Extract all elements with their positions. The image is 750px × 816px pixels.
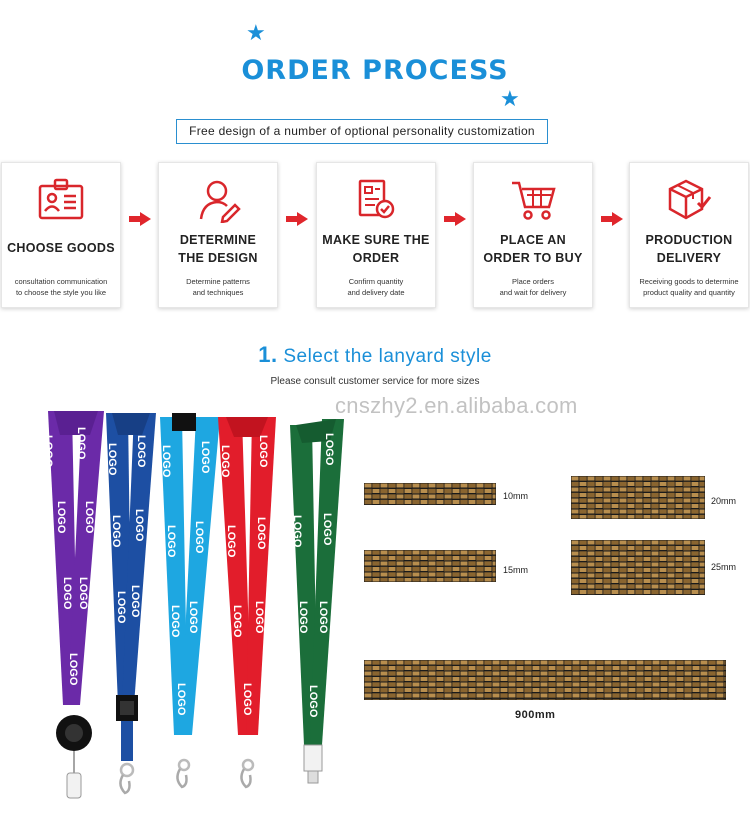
logo-print: LOGO [129, 585, 141, 618]
step-title: ORDER [352, 251, 400, 265]
logo-print: LOGO [133, 509, 145, 542]
step-title: MAKE SURE THE [322, 233, 430, 247]
logo-print: LOGO [321, 513, 333, 546]
width-label-25mm: 25mm [711, 562, 737, 572]
logo-print: LOGO [115, 591, 127, 624]
width-label-10mm: 10mm [503, 491, 529, 501]
logo-print: LOGO [169, 605, 181, 638]
logo-print: LOGO [106, 443, 118, 476]
logo-print: LOGO [317, 601, 329, 634]
arrow-right-icon [286, 212, 308, 226]
logo-print: LOGO [83, 501, 95, 534]
step-desc: product quality and quantity [643, 288, 735, 297]
section-title [0, 342, 750, 368]
weave-sample-900mm [364, 660, 726, 700]
logo-print: LOGO [67, 653, 79, 686]
weave-sample-15mm [364, 550, 496, 582]
lanyard-blue [106, 413, 156, 793]
logo-print: LOGO [187, 601, 199, 634]
logo-print: LOGO [291, 515, 303, 548]
logo-print: LOGO [253, 601, 265, 634]
width-label-20mm: 20mm [711, 496, 737, 506]
logo-print: LOGO [323, 433, 335, 466]
step-title: CHOOSE GOODS [7, 241, 115, 255]
logo-print: LOGO [160, 445, 172, 478]
logo-print: LOGO [307, 685, 319, 718]
star-icon: ★ [246, 20, 266, 45]
width-label-15mm: 15mm [503, 565, 529, 575]
shopping-cart-icon [508, 177, 558, 223]
document-check-icon [351, 177, 401, 223]
star-icon: ★ [500, 86, 520, 111]
step-title: PLACE AN [500, 233, 566, 247]
step-confirm-order [316, 162, 436, 308]
step-title: THE DESIGN [178, 251, 258, 265]
step-determine-design [158, 162, 278, 308]
step-place-order [473, 162, 593, 308]
step-desc: Determine patterns [186, 277, 250, 286]
designer-icon [193, 177, 243, 223]
id-card-icon [36, 177, 86, 223]
logo-print: LOGO [255, 517, 267, 550]
lanyard-purple [42, 411, 104, 798]
logo-print: LOGO [199, 441, 211, 474]
logo-print: LOGO [77, 577, 89, 610]
step-production-delivery [629, 162, 749, 308]
step-desc: and wait for delivery [499, 288, 567, 297]
package-check-icon [664, 177, 714, 223]
step-desc: and techniques [192, 288, 244, 297]
page-title: ORDER PROCESS [241, 55, 509, 86]
step-title: PRODUCTION [645, 233, 733, 247]
step-desc: consultation communication [14, 277, 108, 286]
logo-print: LOGO [61, 577, 73, 610]
arrow-right-icon [601, 212, 623, 226]
arrow-right-icon [129, 212, 151, 226]
logo-print: LOGO [110, 515, 122, 548]
logo-print: LOGO [241, 683, 253, 716]
weave-sample-20mm [571, 476, 705, 519]
weave-sample-25mm [571, 540, 705, 595]
section-title-text: Select the lanyard style [283, 346, 492, 367]
watermark: cnszhy2.en.alibaba.com [335, 393, 578, 418]
step-title: ORDER TO BUY [483, 251, 583, 265]
step-title: DELIVERY [656, 251, 722, 265]
logo-print: LOGO [257, 435, 269, 468]
page-subtitle: Free design of a number of optional personality customization [176, 119, 548, 144]
logo-print: LOGO [297, 601, 309, 634]
lanyard-sky-blue [160, 413, 220, 787]
step-title: DETERMINE [179, 233, 257, 247]
arrow-right-icon [444, 212, 466, 226]
logo-print: LOGO [75, 427, 87, 460]
logo-print: LOGO [42, 435, 54, 468]
logo-print: LOGO [231, 605, 243, 638]
logo-print: LOGO [165, 525, 177, 558]
section-subtitle: Please consult customer service for more sizes [270, 376, 480, 387]
logo-print: LOGO [175, 683, 187, 716]
section-number: 1. [258, 342, 278, 367]
logo-print: LOGO [193, 521, 205, 554]
lanyard-green [290, 419, 344, 783]
lanyard-samples [30, 405, 360, 810]
step-desc: Place orders [511, 277, 555, 286]
logo-print: LOGO [219, 445, 231, 478]
step-desc: to choose the style you like [15, 288, 107, 297]
logo-print: LOGO [135, 435, 147, 468]
logo-print: LOGO [225, 525, 237, 558]
step-choose-goods [1, 162, 121, 308]
width-label-900mm: 900mm [515, 709, 556, 721]
logo-print: LOGO [55, 501, 67, 534]
lanyard-red [218, 417, 276, 787]
step-desc: Receiving goods to determine [639, 277, 739, 286]
step-desc: and delivery date [347, 288, 405, 297]
step-desc: Confirm quantity [348, 277, 404, 286]
weave-sample-10mm [364, 483, 496, 505]
